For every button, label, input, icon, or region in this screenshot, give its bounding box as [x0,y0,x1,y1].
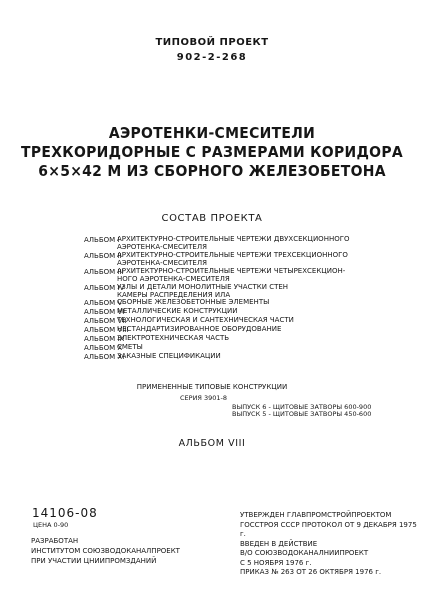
album-number: АЛЬБОМ IX [84,335,125,343]
album-item [84,252,404,267]
album-description: МЕТАЛЛИЧЕСКИЕ КОНСТРУКЦИИ [117,307,238,315]
title-line-3: 6×5×42 М ИЗ СБОРНОГО ЖЕЛЕЗОБЕТОНА [38,162,386,180]
price-label: ЦЕНА 0-90 [33,521,69,529]
album-item [84,284,404,299]
title-line-1: АЭРОТЕНКИ-СМЕСИТЕЛИ [108,124,316,142]
series-label: СЕРИЯ 3901-8 [180,394,228,402]
album-description: АРХИТЕКТУРНО-СТРОИТЕЛЬНЫЕ ЧЕРТЕЖИ ТРЕХСЕКЦИОННОГО АЭРОТЕНКА-СМЕСИТЕЛЯ [117,251,348,267]
album-description: ЭЛЕКТРОТЕХНИЧЕСКАЯ ЧАСТЬ [117,334,230,342]
album-number: АЛЬБОМ X [84,344,123,352]
album-description: НЕСТАНДАРТИЗИРОВАННОЕ ОБОРУДОВАНИЕ [117,325,282,333]
album-number: АЛЬБОМ III [84,268,124,276]
composition-heading: СОСТАВ ПРОЕКТА [161,213,263,224]
album-description: ТЕХНОЛОГИЧЕСКАЯ И САНТЕХНИЧЕСКАЯ ЧАСТИ [117,316,294,324]
project-number: 902-2-268 [176,52,248,63]
approval-block: УТВЕРЖДЕН ГЛАВПРОМСТРОЙПРОЕКТОМ ГОССТРОЯ СССР ПРОТОКОЛ ОТ 9 ДЕКАБРЯ 1975 г. ВВЕДЕН В ДЕЙСТВИЕ В/О СОЮЗВОДОКАНАЛНИИПРОЕКТ С 5 НОЯБРЯ 1976 г. ПРИКАЗ № 263 ОТ 26 ОКТЯБРЯ 1976 г. [240,511,417,576]
developer-block: РАЗРАБОТАН ИНСТИТУТОМ СОЮЗВОДОКАНАЛПРОЕКТ ПРИ УЧАСТИИ ЦНИИПРОМЗДАНИЙ [31,537,180,565]
album-number: АЛЬБОМ I [84,236,120,244]
current-album: АЛЬБОМ VIII [178,438,246,449]
album-item [84,268,404,283]
album-description: УЗЛЫ И ДЕТАЛИ МОНОЛИТНЫЕ УЧАСТКИ СТЕН КАМЕРЫ РАСПРЕДЕЛЕНИЯ ИЛА [117,283,289,299]
issue-line-2: ВЫПУСК 5 - ЩИТОВЫЕ ЗАТВОРЫ 450-600 [232,410,372,418]
album-number: АЛЬБОМ VIII [84,326,129,334]
document-code: 14106-08 [32,506,98,520]
album-number: АЛЬБОМ VI [84,308,125,316]
album-number: АЛЬБОМ VII [84,317,127,325]
album-number: АЛЬБОМ II [84,252,122,260]
issue-line-1: ВЫПУСК 6 - ЩИТОВЫЕ ЗАТВОРЫ 600-900 [232,403,372,411]
album-item [84,236,404,251]
album-description: АРХИТЕКТУРНО-СТРОИТЕЛЬНЫЕ ЧЕРТЕЖИ ДВУХСЕКЦИОННОГО АЭРОТЕНКА-СМЕСИТЕЛЯ [117,235,350,251]
title-line-2: ТРЕХКОРИДОРНЫЕ С РАЗМЕРАМИ КОРИДОРА [21,143,403,161]
album-item [84,353,404,362]
album-number: АЛЬБОМ IV [84,284,125,292]
album-description: ЗАКАЗНЫЕ СПЕЦИФИКАЦИИ [117,352,221,360]
project-type-heading: ТИПОВОЙ ПРОЕКТ [155,37,269,48]
album-description: СМЕТЫ [117,343,143,351]
applied-constructions-heading: ПРИМЕНЕННЫЕ ТИПОВЫЕ КОНСТРУКЦИИ [136,383,288,391]
album-number: АЛЬБОМ XI [84,353,125,361]
album-description: АРХИТЕКТУРНО-СТРОИТЕЛЬНЫЕ ЧЕРТЕЖИ ЧЕТЫРЕХСЕКЦИОН- НОГО АЭРОТЕНКА-СМЕСИТЕЛЯ [117,267,346,283]
album-list [84,236,404,362]
album-number: АЛЬБОМ V [84,299,123,307]
album-description: СБОРНЫЕ ЖЕЛЕЗОБЕТОННЫЕ ЭЛЕМЕНТЫ [117,298,270,306]
